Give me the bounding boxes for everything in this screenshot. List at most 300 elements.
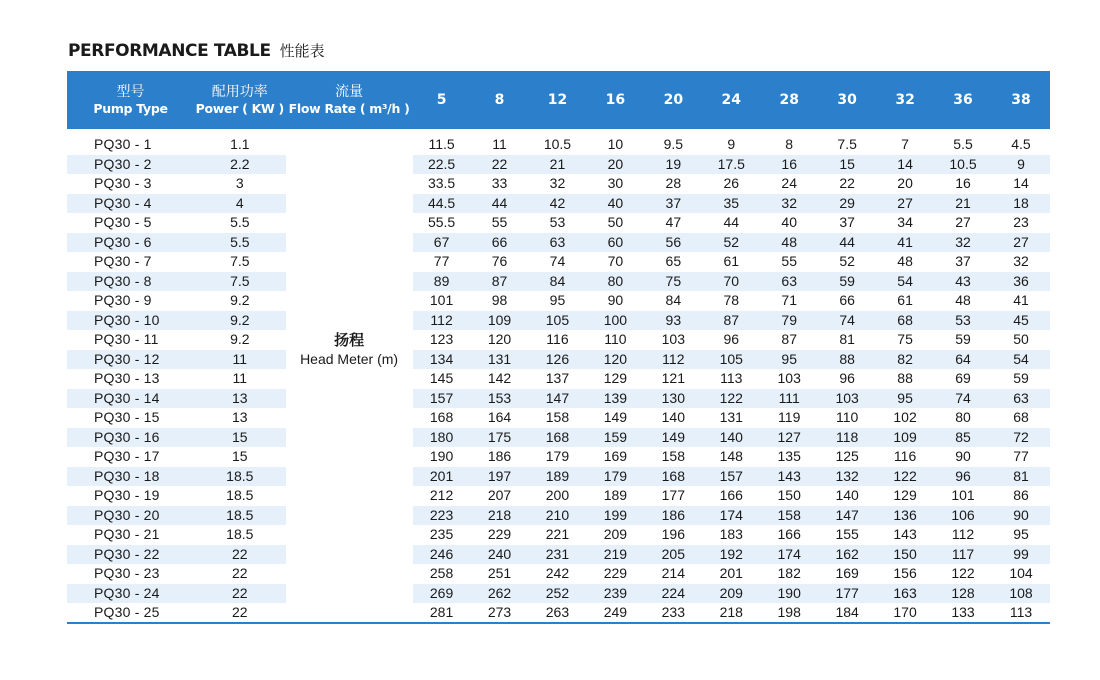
head-value-cell: 177 [644,486,702,506]
head-value-cell: 55 [760,252,818,272]
head-value-cell: 20 [876,174,934,194]
head-value-cell: 9 [992,155,1050,175]
head-value-cell: 133 [934,603,992,623]
head-value-cell: 246 [413,545,471,565]
head-value-cell: 103 [818,389,876,409]
head-value-cell: 68 [992,408,1050,428]
power-cell: 22 [194,545,285,565]
head-label-cell [286,467,413,487]
head-value-cell: 96 [818,369,876,389]
head-value-cell: 109 [876,428,934,448]
head-value-cell: 79 [760,311,818,331]
head-value-cell: 209 [702,584,760,604]
head-value-cell: 64 [934,350,992,370]
header-flow-value: 36 [953,92,973,108]
head-label-cell [286,330,413,350]
head-value-cell: 240 [471,545,529,565]
header-power-cn: 配用功率 [211,83,268,100]
head-value-cell: 235 [413,525,471,545]
head-value-cell: 54 [876,272,934,292]
power-cell: 9.2 [194,291,285,311]
pump-type-cell: PQ30 - 5 [67,213,194,233]
head-value-cell: 21 [528,155,586,175]
header-flow-rate [286,71,413,129]
table-header-row [67,71,1050,129]
table-row [67,350,1050,370]
head-value-cell: 186 [471,447,529,467]
head-value-cell: 162 [818,545,876,565]
head-value-cell: 66 [818,291,876,311]
head-value-cell: 201 [702,564,760,584]
power-cell: 15 [194,428,285,448]
head-value-cell: 233 [644,603,702,623]
head-value-cell: 125 [818,447,876,467]
pump-type-cell: PQ30 - 3 [67,174,194,194]
head-value-cell: 85 [934,428,992,448]
head-value-cell: 123 [413,330,471,350]
header-pump-type-en: Pump Type [93,100,168,116]
power-cell: 4 [194,194,285,214]
head-value-cell: 55.5 [413,213,471,233]
table-row [67,486,1050,506]
head-value-cell: 44.5 [413,194,471,214]
head-value-cell: 201 [413,467,471,487]
pump-type-cell: PQ30 - 20 [67,506,194,526]
head-value-cell: 33 [471,174,529,194]
head-value-cell: 137 [528,369,586,389]
head-value-cell: 174 [760,545,818,565]
head-value-cell: 44 [471,194,529,214]
head-value-cell: 182 [760,564,818,584]
head-value-cell: 18 [992,194,1050,214]
head-value-cell: 34 [876,213,934,233]
head-value-cell: 112 [934,525,992,545]
header-flow-value: 28 [779,92,799,108]
head-value-cell: 130 [644,389,702,409]
table-row [67,135,1050,155]
power-cell: 13 [194,389,285,409]
head-value-cell: 32 [934,233,992,253]
head-value-cell: 19 [644,155,702,175]
head-value-cell: 87 [471,272,529,292]
head-label-cell [286,350,413,370]
head-value-cell: 14 [876,155,934,175]
head-value-cell: 221 [528,525,586,545]
head-value-cell: 229 [586,564,644,584]
head-value-cell: 86 [992,486,1050,506]
head-value-cell: 77 [413,252,471,272]
head-value-cell: 105 [528,311,586,331]
head-value-cell: 101 [934,486,992,506]
title-english: PERFORMANCE TABLE [68,41,271,61]
head-value-cell: 11.5 [413,135,471,155]
performance-table-container [67,71,1050,623]
head-value-cell: 7 [876,135,934,155]
head-value-cell: 72 [992,428,1050,448]
table-body [67,129,1050,623]
head-value-cell: 59 [992,369,1050,389]
table-row [67,252,1050,272]
head-value-cell: 78 [702,291,760,311]
head-value-cell: 36 [992,272,1050,292]
head-value-cell: 205 [644,545,702,565]
head-value-cell: 93 [644,311,702,331]
head-value-cell: 110 [586,330,644,350]
head-label-cell [286,252,413,272]
head-value-cell: 48 [876,252,934,272]
head-value-cell: 81 [992,467,1050,487]
head-value-cell: 69 [934,369,992,389]
head-value-cell: 131 [471,350,529,370]
head-value-cell: 132 [818,467,876,487]
head-value-cell: 157 [702,467,760,487]
head-value-cell: 41 [876,233,934,253]
head-label-cell [286,389,413,409]
head-value-cell: 179 [586,467,644,487]
head-value-cell: 218 [471,506,529,526]
head-value-cell: 35 [702,194,760,214]
head-value-cell: 140 [702,428,760,448]
head-value-cell: 42 [528,194,586,214]
pump-type-cell: PQ30 - 19 [67,486,194,506]
head-value-cell: 105 [702,350,760,370]
head-value-cell: 258 [413,564,471,584]
table-row [67,369,1050,389]
head-value-cell: 8 [760,135,818,155]
head-value-cell: 157 [413,389,471,409]
head-value-cell: 192 [702,545,760,565]
pump-type-cell: PQ30 - 9 [67,291,194,311]
head-value-cell: 159 [586,428,644,448]
head-label-cell [286,213,413,233]
pump-type-cell: PQ30 - 23 [67,564,194,584]
pump-type-cell: PQ30 - 22 [67,545,194,565]
head-value-cell: 242 [528,564,586,584]
head-value-cell: 32 [760,194,818,214]
head-value-cell: 121 [644,369,702,389]
head-value-cell: 108 [992,584,1050,604]
head-value-cell: 168 [528,428,586,448]
head-label-cell [286,369,413,389]
power-cell: 13 [194,408,285,428]
head-value-cell: 75 [644,272,702,292]
header-flow-value: 12 [547,92,568,108]
head-value-cell: 52 [702,233,760,253]
head-value-cell: 269 [413,584,471,604]
head-value-cell: 239 [586,584,644,604]
head-value-cell: 50 [992,330,1050,350]
table-row [67,311,1050,331]
head-value-cell: 122 [876,467,934,487]
head-value-cell: 95 [992,525,1050,545]
head-value-cell: 67 [413,233,471,253]
head-value-cell: 53 [934,311,992,331]
table-row [67,174,1050,194]
head-label-cell [286,584,413,604]
head-value-cell: 32 [992,252,1050,272]
pump-type-cell: PQ30 - 4 [67,194,194,214]
head-value-cell: 127 [760,428,818,448]
head-value-cell: 177 [818,584,876,604]
power-cell: 1.1 [194,135,285,155]
table-row [67,213,1050,233]
head-value-cell: 218 [702,603,760,623]
head-value-cell: 168 [413,408,471,428]
head-value-cell: 116 [876,447,934,467]
head-label-cell [286,233,413,253]
head-value-cell: 80 [934,408,992,428]
power-cell: 22 [194,603,285,623]
power-cell: 9.2 [194,311,285,331]
head-value-cell: 158 [760,506,818,526]
head-value-cell: 118 [818,428,876,448]
head-value-cell: 166 [702,486,760,506]
head-value-cell: 198 [760,603,818,623]
head-value-cell: 150 [760,486,818,506]
head-value-cell: 81 [818,330,876,350]
head-value-cell: 4.5 [992,135,1050,155]
header-pump-type-cn: 型号 [116,83,145,100]
head-value-cell: 27 [934,213,992,233]
head-value-cell: 22.5 [413,155,471,175]
head-value-cell: 140 [644,408,702,428]
head-value-cell: 23 [992,213,1050,233]
head-value-cell: 96 [702,330,760,350]
head-value-cell: 22 [471,155,529,175]
head-value-cell: 59 [818,272,876,292]
pump-type-cell: PQ30 - 2 [67,155,194,175]
head-value-cell: 155 [818,525,876,545]
head-value-cell: 147 [528,389,586,409]
power-cell: 11 [194,350,285,370]
head-value-cell: 170 [876,603,934,623]
head-value-cell: 21 [934,194,992,214]
table-row [67,408,1050,428]
table-row [67,272,1050,292]
pump-type-cell: PQ30 - 10 [67,311,194,331]
head-value-cell: 231 [528,545,586,565]
head-value-cell: 54 [992,350,1050,370]
head-label-cell [286,564,413,584]
power-cell: 9.2 [194,330,285,350]
head-value-cell: 199 [586,506,644,526]
power-cell: 18.5 [194,506,285,526]
head-value-cell: 95 [760,350,818,370]
head-value-cell: 262 [471,584,529,604]
head-value-cell: 71 [760,291,818,311]
head-value-cell: 263 [528,603,586,623]
title-chinese: 性能表 [279,42,325,60]
head-value-cell: 111 [760,389,818,409]
head-value-cell: 224 [644,584,702,604]
head-value-cell: 99 [992,545,1050,565]
pump-type-cell: PQ30 - 18 [67,467,194,487]
head-value-cell: 41 [992,291,1050,311]
head-value-cell: 117 [934,545,992,565]
head-value-cell: 40 [760,213,818,233]
head-value-cell: 61 [702,252,760,272]
table-row [67,233,1050,253]
head-value-cell: 158 [644,447,702,467]
head-value-cell: 149 [586,408,644,428]
head-value-cell: 212 [413,486,471,506]
head-value-cell: 183 [702,525,760,545]
table-row [67,291,1050,311]
head-value-cell: 11 [471,135,529,155]
table-row [67,564,1050,584]
table-row [67,194,1050,214]
head-value-cell: 229 [471,525,529,545]
head-value-cell: 101 [413,291,471,311]
pump-type-cell: PQ30 - 6 [67,233,194,253]
head-value-cell: 15 [818,155,876,175]
head-value-cell: 150 [876,545,934,565]
head-value-cell: 74 [528,252,586,272]
pump-type-cell: PQ30 - 15 [67,408,194,428]
head-value-cell: 129 [586,369,644,389]
header-flow-value: 32 [895,92,915,108]
head-value-cell: 88 [818,350,876,370]
head-value-cell: 65 [644,252,702,272]
head-value-cell: 190 [760,584,818,604]
table-row [67,330,1050,350]
power-cell: 15 [194,447,285,467]
head-value-cell: 136 [876,506,934,526]
head-value-cell: 196 [644,525,702,545]
head-value-cell: 87 [702,311,760,331]
head-label-cell [286,291,413,311]
head-value-cell: 164 [471,408,529,428]
head-value-cell: 126 [528,350,586,370]
head-value-cell: 84 [644,291,702,311]
pump-type-cell: PQ30 - 7 [67,252,194,272]
pump-type-cell: PQ30 - 17 [67,447,194,467]
head-value-cell: 24 [760,174,818,194]
pump-type-cell: PQ30 - 25 [67,603,194,623]
head-label-cell [286,194,413,214]
head-value-cell: 32 [528,174,586,194]
head-value-cell: 37 [934,252,992,272]
head-label-cell [286,311,413,331]
head-value-cell: 110 [818,408,876,428]
head-value-cell: 169 [586,447,644,467]
head-value-cell: 153 [471,389,529,409]
head-label-cell [286,545,413,565]
head-value-cell: 169 [818,564,876,584]
table-row [67,447,1050,467]
head-value-cell: 103 [760,369,818,389]
head-value-cell: 113 [992,603,1050,623]
power-cell: 18.5 [194,467,285,487]
head-value-cell: 109 [471,311,529,331]
head-value-cell: 63 [992,389,1050,409]
head-value-cell: 223 [413,506,471,526]
header-power-en: Power ( KW ) [195,100,284,116]
pump-type-cell: PQ30 - 8 [67,272,194,292]
head-label-cell [286,525,413,545]
head-value-cell: 56 [644,233,702,253]
head-value-cell: 179 [528,447,586,467]
power-cell: 3 [194,174,285,194]
head-value-cell: 84 [528,272,586,292]
power-cell: 7.5 [194,272,285,292]
head-label-cell [286,272,413,292]
head-value-cell: 251 [471,564,529,584]
power-cell: 5.5 [194,233,285,253]
header-flow-value: 16 [605,92,626,108]
head-value-cell: 197 [471,467,529,487]
header-flow-value: 8 [494,92,505,108]
head-value-cell: 63 [528,233,586,253]
power-cell: 22 [194,584,285,604]
power-cell: 22 [194,564,285,584]
head-value-cell: 180 [413,428,471,448]
head-label-cell [286,155,413,175]
head-value-cell: 29 [818,194,876,214]
head-value-cell: 74 [934,389,992,409]
head-value-cell: 209 [586,525,644,545]
head-value-cell: 120 [586,350,644,370]
head-value-cell: 10.5 [934,155,992,175]
pump-type-cell: PQ30 - 14 [67,389,194,409]
pump-type-cell: PQ30 - 1 [67,135,194,155]
header-power [194,71,285,129]
head-value-cell: 95 [876,389,934,409]
head-value-cell: 20 [586,155,644,175]
head-value-cell: 59 [934,330,992,350]
head-value-cell: 149 [644,428,702,448]
header-flow-value: 30 [837,92,857,108]
head-value-cell: 131 [702,408,760,428]
head-label-cn: 扬程 [334,330,365,349]
head-value-cell: 16 [934,174,992,194]
head-value-cell: 145 [413,369,471,389]
head-value-cell: 40 [586,194,644,214]
head-value-cell: 9.5 [644,135,702,155]
head-value-cell: 210 [528,506,586,526]
head-value-cell: 48 [760,233,818,253]
table-row [67,506,1050,526]
head-value-cell: 113 [702,369,760,389]
head-value-cell: 102 [876,408,934,428]
table-row [67,603,1050,623]
head-value-cell: 48 [934,291,992,311]
head-value-cell: 28 [644,174,702,194]
head-value-cell: 76 [471,252,529,272]
table-row [67,525,1050,545]
head-value-cell: 190 [413,447,471,467]
head-value-cell: 219 [586,545,644,565]
head-value-cell: 70 [586,252,644,272]
head-value-cell: 186 [644,506,702,526]
header-flow-rate-en: Flow Rate ( m³/h ) [288,100,410,116]
head-label-en: Head Meter (m) [300,350,399,367]
head-value-cell: 116 [528,330,586,350]
head-value-cell: 90 [934,447,992,467]
head-value-cell: 119 [760,408,818,428]
table-row [67,584,1050,604]
head-value-cell: 27 [992,233,1050,253]
head-label-cell [286,174,413,194]
header-flow-value: 24 [721,92,741,108]
pump-type-cell: PQ30 - 13 [67,369,194,389]
head-value-cell: 189 [586,486,644,506]
head-value-cell: 55 [471,213,529,233]
head-value-cell: 44 [702,213,760,233]
header-flow-value: 20 [663,92,684,108]
head-value-cell: 14 [992,174,1050,194]
table-row [67,428,1050,448]
